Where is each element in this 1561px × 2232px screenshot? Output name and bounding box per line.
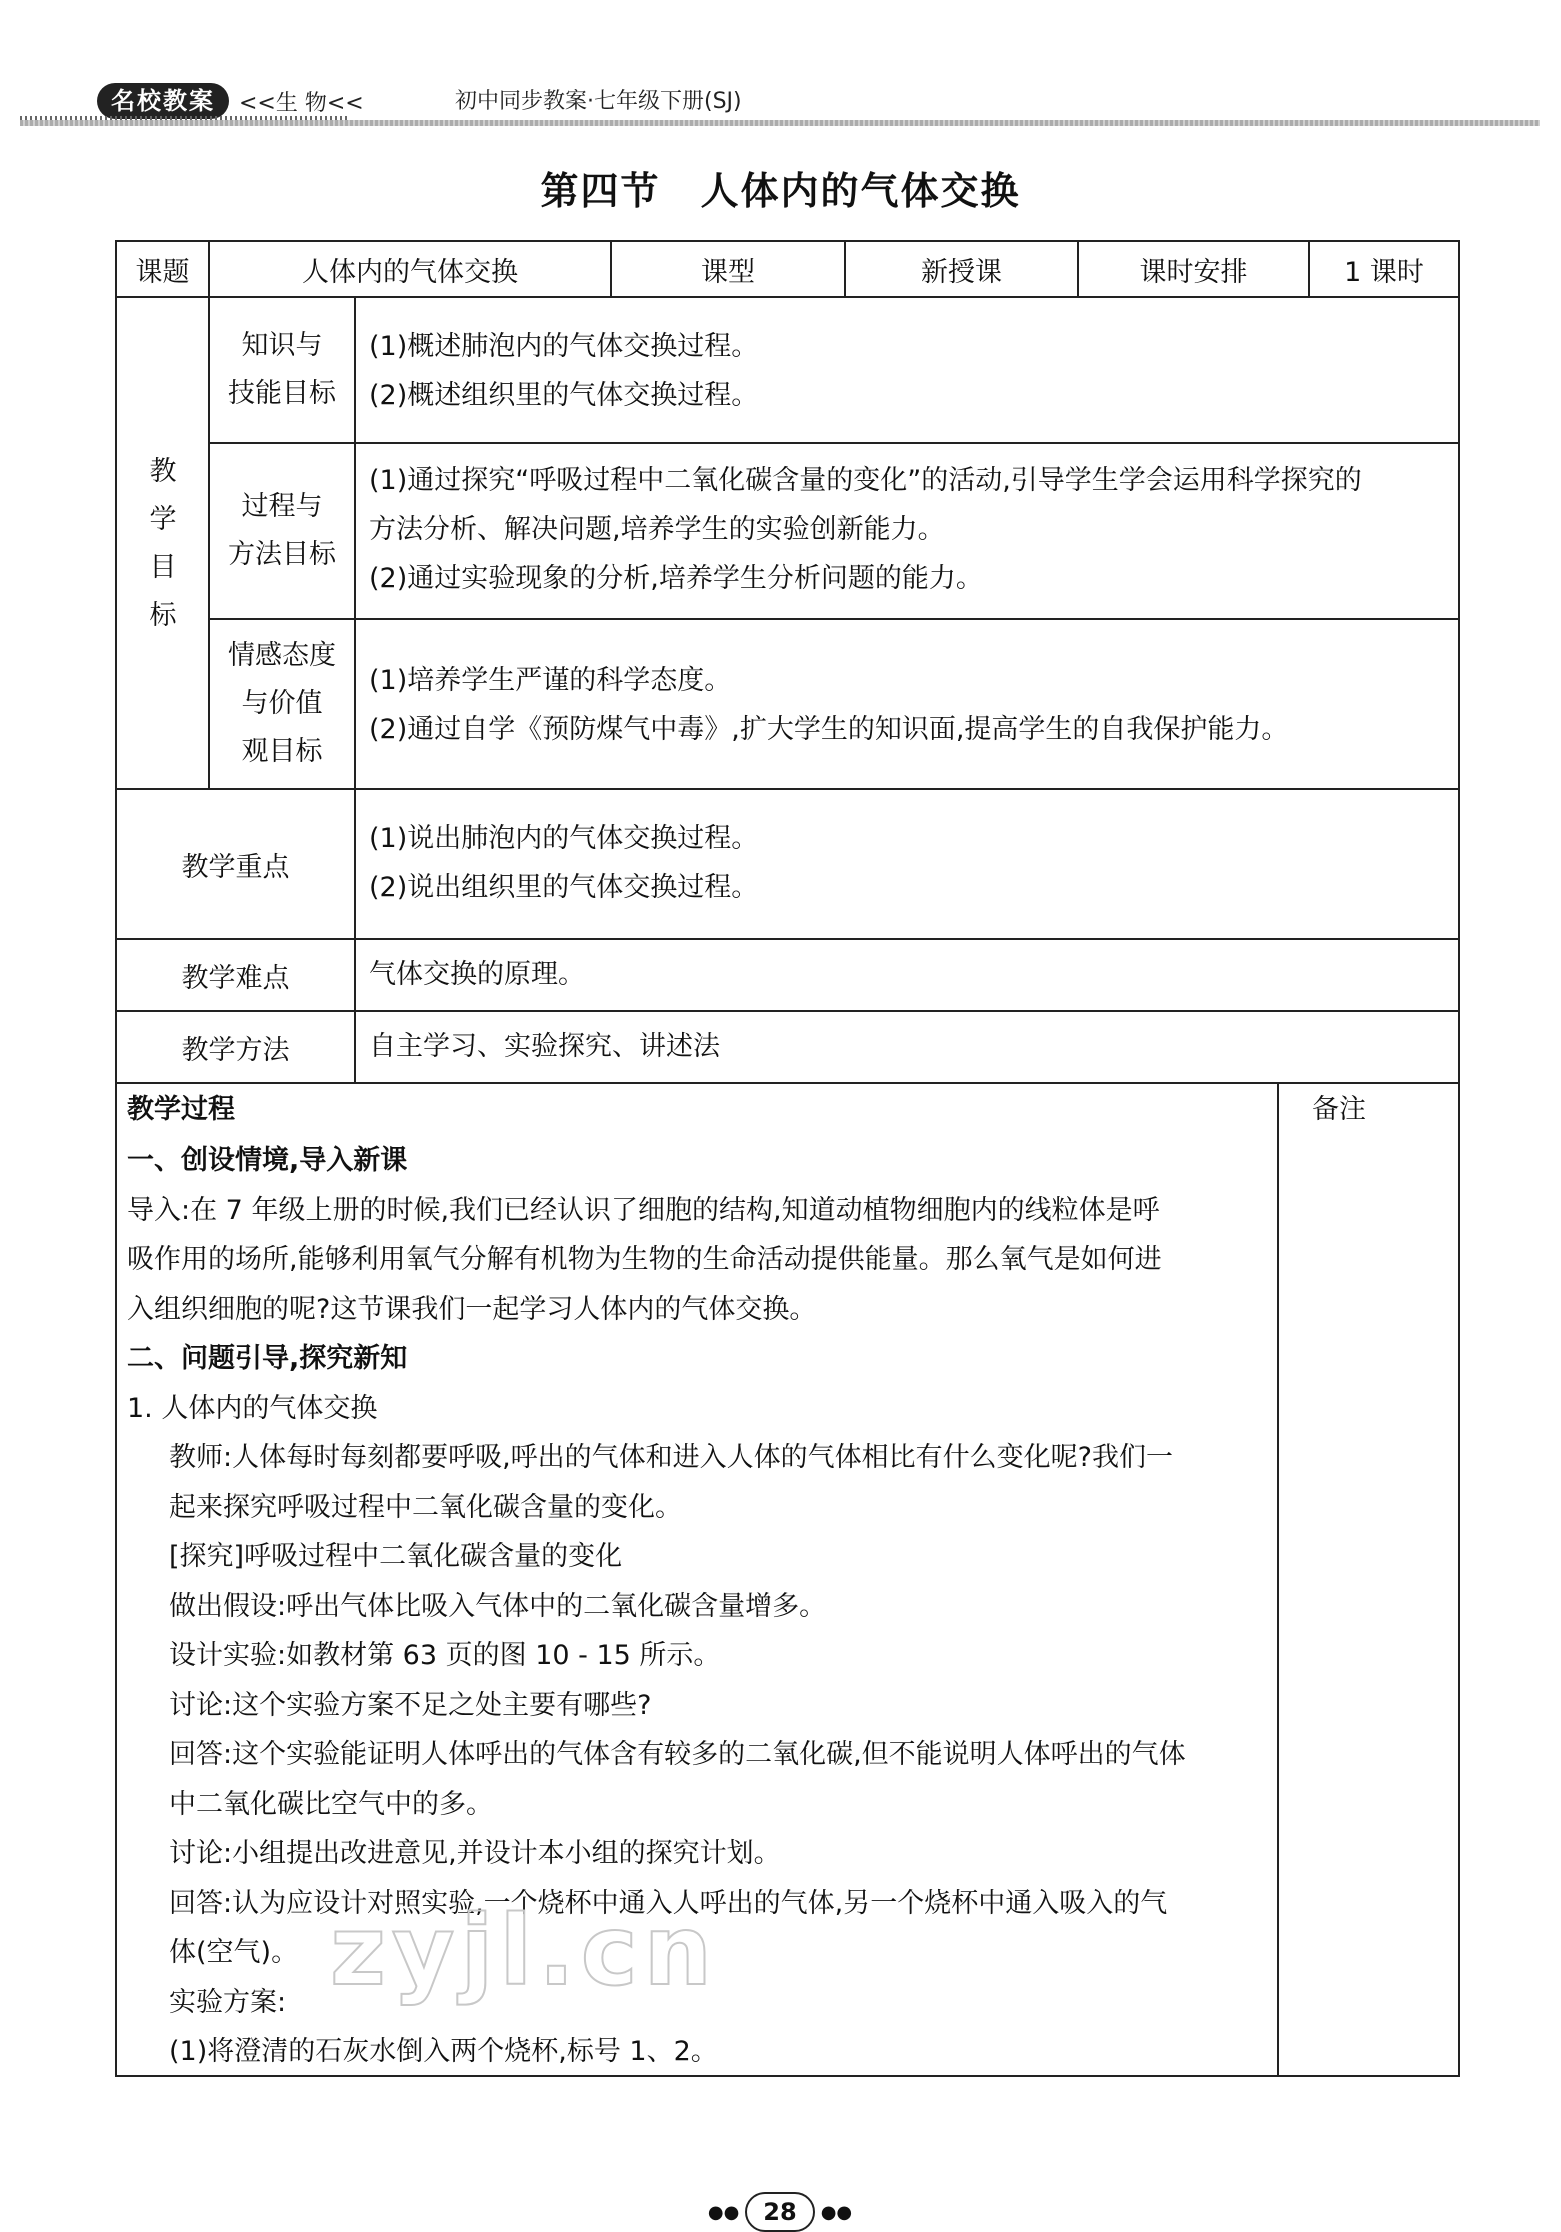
topic-value: 人体内的气体交换 bbox=[302, 256, 518, 288]
goal-label-line: 与价值 bbox=[241, 688, 323, 719]
process-line: 体(空气)。 bbox=[169, 1937, 299, 1968]
goal-line: (1)通过探究“呼吸过程中二氧化碳含量的变化”的活动,引导学生学会运用科学探究的 bbox=[369, 465, 1362, 496]
row-divider bbox=[208, 442, 1458, 444]
goal-knowledge-label bbox=[210, 298, 354, 442]
process-line: 导入:在 7 年级上册的时候,我们已经认识了细胞的结构,知道动植物细胞内的线粒体是呼 bbox=[127, 1194, 1160, 1226]
goals-label-char: 目 bbox=[149, 552, 177, 583]
col-divider bbox=[354, 296, 356, 1082]
goals-label-char: 学 bbox=[149, 504, 177, 535]
process-line: 起来探究呼吸过程中二氧化碳含量的变化。 bbox=[169, 1491, 682, 1523]
watermark: zyjl.cn bbox=[330, 1895, 718, 2007]
process-line: 做出假设:呼出气体比吸入气体中的二氧化碳含量增多。 bbox=[169, 1590, 827, 1622]
goal-knowledge-text bbox=[369, 322, 758, 420]
method-text: 自主学习、实验探究、讲述法 bbox=[369, 1031, 720, 1062]
row-divider bbox=[208, 618, 1458, 620]
difficulty-text: 气体交换的原理。 bbox=[369, 959, 585, 990]
goal-label-line: 观目标 bbox=[241, 736, 323, 767]
goal-process-text bbox=[369, 456, 1362, 603]
series-title: 初中同步教案·七年级下册(SJ) bbox=[455, 89, 742, 114]
process-line: 实验方案: bbox=[169, 1986, 287, 2018]
goal-label-line: 知识与 bbox=[241, 330, 323, 361]
process-line: 一、创设情境,导入新课 bbox=[127, 1145, 408, 1176]
label-type: 课型 bbox=[701, 256, 755, 288]
goal-line: 方法分析、解决问题,培养学生的实验创新能力。 bbox=[369, 514, 945, 545]
page-number-area bbox=[700, 2192, 860, 2232]
process-line: 二、问题引导,探究新知 bbox=[127, 1343, 408, 1374]
goal-label-line: 过程与 bbox=[241, 491, 323, 522]
goal-process-label bbox=[210, 444, 354, 618]
goal-line: (2)通过自学《预防煤气中毒》,扩大学生的知识面,提高学生的自我保护能力。 bbox=[369, 714, 1289, 745]
process-line: (1)将澄清的石灰水倒入两个烧杯,标号 1、2。 bbox=[169, 2036, 718, 2067]
process-line: 设计实验:如教材第 63 页的图 10 - 15 所示。 bbox=[169, 1640, 721, 1671]
goal-line: (2)概述组织里的气体交换过程。 bbox=[369, 380, 759, 411]
key-point-line: (1)说出肺泡内的气体交换过程。 bbox=[369, 823, 759, 854]
row-divider bbox=[117, 1082, 1458, 1084]
lesson-plan-table bbox=[115, 240, 1460, 2077]
goal-line: (1)培养学生严谨的科学态度。 bbox=[369, 665, 732, 696]
process-line: 讨论:小组提出改进意见,并设计本小组的探究计划。 bbox=[169, 1838, 781, 1869]
key-points-text bbox=[369, 814, 758, 912]
process-line: 1. 人体内的气体交换 bbox=[127, 1392, 378, 1424]
key-points-label: 教学重点 bbox=[181, 851, 290, 883]
goal-emotion-label bbox=[210, 620, 354, 788]
goal-label-line: 情感态度 bbox=[228, 640, 336, 671]
goals-label bbox=[143, 448, 183, 640]
goals-label-char: 教 bbox=[149, 456, 177, 487]
logo-badge: 名校教案 bbox=[97, 83, 229, 119]
goal-label-line: 方法目标 bbox=[228, 539, 336, 570]
header-divider bbox=[20, 120, 1540, 126]
process-line: 讨论:这个实验方案不足之处主要有哪些? bbox=[169, 1689, 652, 1721]
process-line: 回答:这个实验能证明人体呼出的气体含有较多的二氧化碳,但不能说明人体呼出的气体 bbox=[169, 1739, 1186, 1770]
page-number: 28 bbox=[745, 2192, 814, 2232]
goals-label-char: 标 bbox=[149, 600, 177, 631]
process-line: 吸作用的场所,能够利用氧气分解有机物为生物的生命活动提供能量。那么氧气是如何进 bbox=[127, 1244, 1162, 1275]
process-line: [探究]呼吸过程中二氧化碳含量的变化 bbox=[169, 1541, 623, 1572]
goal-line: (2)通过实验现象的分析,培养学生分析问题的能力。 bbox=[369, 563, 983, 594]
remarks-label: 备注 bbox=[1312, 1094, 1366, 1125]
col-divider bbox=[1277, 1082, 1279, 2077]
type-value: 新授课 bbox=[921, 256, 1002, 288]
label-hours: 课时安排 bbox=[1139, 256, 1248, 288]
method-label: 教学方法 bbox=[181, 1034, 290, 1066]
goal-emotion-text bbox=[369, 656, 1288, 754]
process-line: 入组织细胞的呢?这节课我们一起学习人体内的气体交换。 bbox=[127, 1293, 817, 1325]
label-topic: 课题 bbox=[135, 256, 190, 288]
section-title: 第四节 人体内的气体交换 bbox=[540, 169, 1021, 213]
dot-decoration-icon: ●● bbox=[820, 2201, 853, 2223]
subject-label: <<生 物<< bbox=[239, 90, 364, 116]
header-logo bbox=[97, 82, 364, 120]
goal-line: (1)概述肺泡内的气体交换过程。 bbox=[369, 331, 759, 362]
dot-decoration-icon: ●● bbox=[707, 2201, 740, 2223]
process-line: 教师:人体每时每刻都要呼吸,呼出的气体和进入人体的气体相比有什么变化呢?我们一 bbox=[169, 1442, 1174, 1473]
hours-value: 1 课时 bbox=[1344, 256, 1424, 288]
goal-label-line: 技能目标 bbox=[228, 378, 336, 409]
difficulty-label: 教学难点 bbox=[181, 962, 290, 994]
process-line: 中二氧化碳比空气中的多。 bbox=[169, 1788, 493, 1820]
process-heading: 教学过程 bbox=[127, 1094, 235, 1125]
key-point-line: (2)说出组织里的气体交换过程。 bbox=[369, 872, 759, 903]
process-line: 回答:认为应设计对照实验,一个烧杯中通入人呼出的气体,另一个烧杯中通入吸入的气 bbox=[169, 1887, 1168, 1919]
